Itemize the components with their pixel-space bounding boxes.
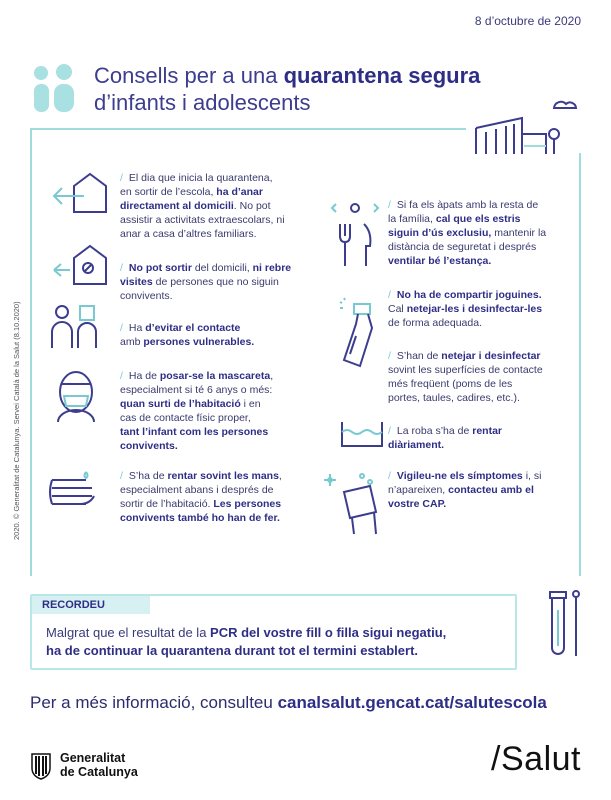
frame-left-line [30,128,32,576]
advice-text: No pot sortir del domicili, ni rebre visites de persones que no siguin convivents. [120,262,292,302]
more-info-link[interactable]: canalsalut.gencat.cat/salutescola [277,693,547,712]
more-info [30,693,547,713]
more-info-text: Per a més informació, consulteu [30,693,278,712]
advice-clothes: / La roba s’ha de rentar diàriament. [388,425,502,451]
generalitat-logo-icon [30,750,52,780]
advice-meals: / Si fa els àpats amb la resta de la família, cal que els estris siguin d’ús exclusiu, mantenir la distància de seguretat i després ventilar bé l’estança. [388,199,547,267]
advice-vulnerable: / Ha d’evitar el contacte amb persones vulnerables. [120,322,255,348]
side-credit: 2020. © Generalitat de Catalunya. Servei Català de la Salut (8.10.2020) [12,301,21,540]
hand-wash-icon [46,470,104,516]
advice-toys: / No ha de compartir joguines. Cal netejar-les i desinfectar-les de forma adequada. [388,289,543,329]
reminder-text: Malgrat que el resultat de la PCR del vostre fill o filla sigui negatiu, ha de continuar la quarantena durant tot el termini establert. [46,625,447,658]
vulnerable-people-icon [50,302,102,350]
cutlery-icon [330,196,380,268]
family-icon [32,64,76,114]
advice-text: La roba s’ha de rentar diàriament. [388,425,502,451]
face-mask-icon [52,368,100,424]
advice-direct-home: / El dia que inicia la quarantena, en sortir de l’escola, ha d’anar directament al domicili. No pot assistir a activitats extraescolars, ni anar a casa d’altres familiars. [120,172,285,240]
no-exit-house-icon [52,244,110,286]
frame-top-line [30,128,466,130]
reminder-label: RECORDEU [32,596,150,614]
school-building-icon [462,98,592,158]
advice-text: S’han de netejar i desinfectar sovint les superfícies de contacte més freqüent (poms de les portes, taules, cadires, etc.). [388,350,543,404]
washing-basin-icon [340,420,384,448]
advice-text: No ha de compartir joguines. Cal netejar-les i desinfectar-les de forma adequada. [388,289,543,329]
advice-symptoms: / Vigileu-ne els símptomes i, si n’apareixen, contacteu amb el vostre CAP. [388,470,542,510]
advice-no-visits: / No pot sortir del domicili, ni rebre visites de persones que no siguin convivents. [120,262,292,302]
advice-mask: / Ha de posar-se la mascareta, especialment si té 6 anys o més: quan surti de l’habitació i en cas de contacte físic proper, tant l’infant com les persones convivents. [120,370,274,452]
symptoms-person-icon [322,470,384,536]
publication-date: 8 d’octubre de 2020 [474,14,581,28]
advice-text: S’ha de rentar sovint les mans, especialment abans i després de sortir de l’habitació. Les persones convivents també ho han de fer. [120,470,282,524]
advice-text: Ha de posar-se la mascareta, especialment si té 6 anys o més: quan surti de l’habitació i en cas de contacte físic proper, tant l’infant com les persones convivents. [120,370,274,452]
advice-hands: / S’ha de rentar sovint les mans, especialment abans i després de sortir de l’habitació. Les persones convivents també ho han de fer. [120,470,282,524]
advice-text: Si fa els àpats amb la resta de la família, cal que els estris siguin d’ús exclusiu, mantenir la distància de seguretat i després ventilar bé l’estança. [388,199,547,267]
advice-text: Vigileu-ne els símptomes i, si n’apareixen, contacteu amb el vostre CAP. [388,470,542,510]
page-title: Consells per a una quarantena segura d’infants i adolescents [94,63,481,115]
house-exit-arrow-icon [52,172,110,214]
advice-surfaces: / S’han de netejar i desinfectar sovint les superfícies de contacte més freqüent (poms de les portes, taules, cadires, etc.). [388,350,543,404]
spray-bottle-icon [336,294,384,370]
test-tube-icon [540,590,590,660]
advice-text: El dia que inicia la quarantena, en sortir de l’escola, ha d’anar directament al domicili. No pot assistir a activitats extraescolars, ni anar a casa d’altres familiars. [120,172,285,240]
salut-logo: /Salut [491,740,581,778]
generalitat-name: Generalitat de Catalunya [60,751,138,779]
advice-text: Ha d’evitar el contacte amb persones vulnerables. [120,322,255,348]
